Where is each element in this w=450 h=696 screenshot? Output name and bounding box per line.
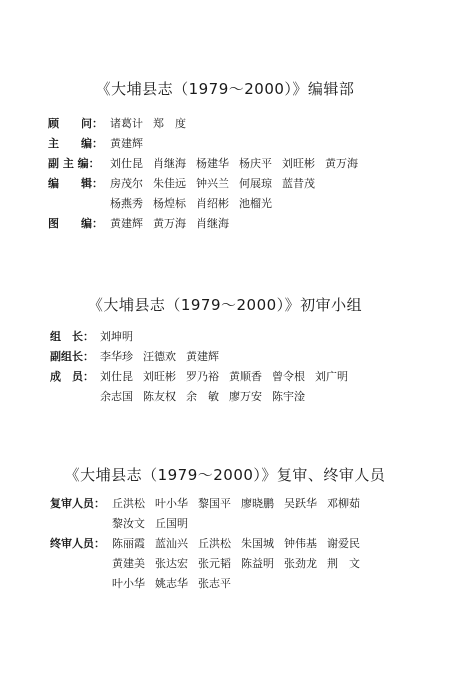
person-name: 杨庆平 [239, 157, 272, 170]
list-row [50, 574, 440, 594]
section-editorial-board [0, 78, 450, 99]
person-name: 廖万安 [229, 390, 262, 403]
person-name: 房茂尔 [110, 177, 143, 190]
list-row [50, 554, 440, 574]
list-row [48, 154, 440, 174]
list-row [50, 347, 440, 367]
person-name: 池榴光 [239, 197, 272, 210]
person-name: 黄万海 [153, 217, 186, 230]
list-row [50, 387, 440, 407]
person-name: 罗乃裕 [186, 370, 219, 383]
person-name: 廖晓鹏 [241, 497, 274, 510]
person-name: 刘旺彬 [143, 370, 176, 383]
person-name: 汪德欢 [143, 350, 176, 363]
person-name: 邓柳茹 [327, 497, 360, 510]
person-name: 钟兴兰 [196, 177, 229, 190]
person-name: 朱佳远 [153, 177, 186, 190]
person-name: 张志平 [198, 577, 231, 590]
list-row [50, 494, 440, 514]
role-label: 图 编： [48, 217, 103, 230]
person-name: 叶小华 [112, 577, 145, 590]
person-name: 姚志华 [155, 577, 188, 590]
role-label: 组 长： [50, 330, 94, 343]
person-name: 肖继海 [196, 217, 229, 230]
person-name: 陈宇淦 [272, 390, 305, 403]
person-name: 黄万海 [325, 157, 358, 170]
person-name: 诸葛计 [110, 117, 143, 130]
person-name: 刘坤明 [100, 330, 133, 343]
section-initial-review [0, 294, 450, 315]
final-review-list [50, 494, 440, 594]
person-name: 曾令根 [272, 370, 305, 383]
person-name: 郑 度 [153, 117, 186, 130]
role-label: 副 主 编： [48, 157, 100, 170]
person-name: 黎汝文 [112, 517, 145, 530]
person-name: 黄建辉 [110, 137, 143, 150]
section-title: 《大埔县志（1979～2000）》复审、终审人员 [64, 466, 386, 484]
role-label: 主 编： [48, 137, 103, 150]
role-label: 终审人员： [50, 537, 105, 550]
person-name: 杨煌标 [153, 197, 186, 210]
person-name: 陈丽霞 [112, 537, 145, 550]
role-label: 成 员： [50, 370, 94, 383]
person-name: 杨燕秀 [110, 197, 143, 210]
person-name: 杨建华 [196, 157, 229, 170]
person-name: 朱国城 [241, 537, 274, 550]
person-name: 丘国明 [155, 517, 188, 530]
person-name: 肖绍彬 [196, 197, 229, 210]
person-name: 余志国 [100, 390, 133, 403]
person-name: 何展琼 [239, 177, 272, 190]
list-row [50, 534, 440, 554]
person-name: 陈友权 [143, 390, 176, 403]
person-name: 余 敏 [186, 390, 219, 403]
person-name: 张达宏 [155, 557, 188, 570]
initial-review-list [50, 327, 440, 407]
section-title: 《大埔县志（1979～2000）》编辑部 [95, 80, 355, 98]
role-label: 编 辑： [48, 177, 103, 190]
person-name: 李华珍 [100, 350, 133, 363]
person-name: 陈益明 [241, 557, 274, 570]
person-name: 黄建美 [112, 557, 145, 570]
person-name: 丘洪松 [198, 537, 231, 550]
section-title: 《大埔县志（1979～2000）》初审小组 [87, 296, 363, 314]
person-name: 张劲龙 [284, 557, 317, 570]
list-row [50, 367, 440, 387]
role-label: 复审人员： [50, 497, 105, 510]
list-row [48, 114, 440, 134]
person-name: 叶小华 [155, 497, 188, 510]
person-name: 荆 文 [327, 557, 360, 570]
person-name: 张元韬 [198, 557, 231, 570]
editorial-board-list [48, 114, 440, 234]
person-name: 黄建辉 [110, 217, 143, 230]
role-label: 副组长： [50, 350, 94, 363]
person-name: 黎国平 [198, 497, 231, 510]
section-final-review [0, 464, 450, 485]
list-row [48, 194, 440, 214]
person-name: 蓝汕兴 [155, 537, 188, 550]
person-name: 黄顺香 [229, 370, 262, 383]
person-name: 丘洪松 [112, 497, 145, 510]
person-name: 吴跃华 [284, 497, 317, 510]
person-name: 蓝昔茂 [282, 177, 315, 190]
person-name: 刘仕昆 [100, 370, 133, 383]
person-name: 刘仕昆 [110, 157, 143, 170]
role-label: 顾 问： [48, 117, 103, 130]
person-name: 肖继海 [153, 157, 186, 170]
person-name: 刘旺彬 [282, 157, 315, 170]
list-row [48, 174, 440, 194]
person-name: 谢爱民 [327, 537, 360, 550]
person-name: 钟伟基 [284, 537, 317, 550]
person-name: 黄建辉 [186, 350, 219, 363]
list-row [48, 134, 440, 154]
person-name: 刘广明 [315, 370, 348, 383]
list-row [48, 214, 440, 234]
list-row [50, 327, 440, 347]
list-row [50, 514, 440, 534]
